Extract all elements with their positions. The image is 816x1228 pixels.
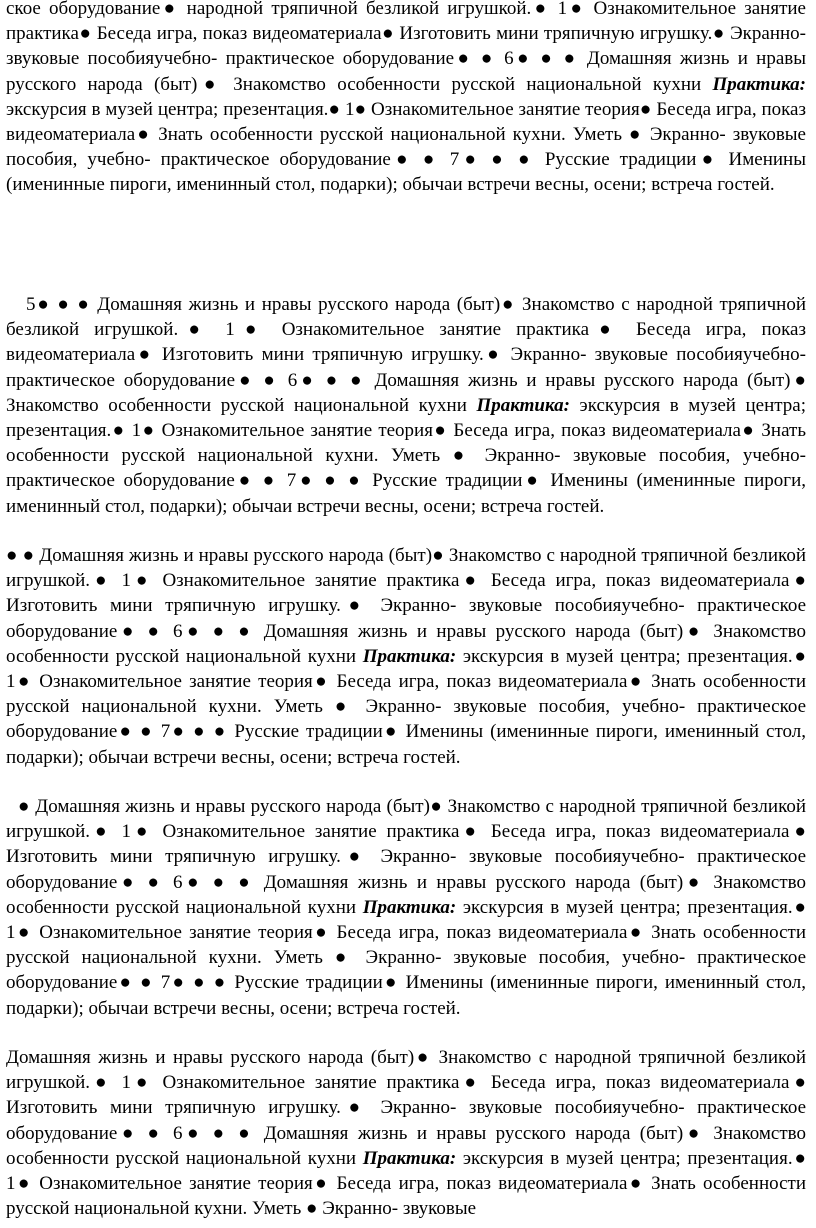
paragraph-5 (6, 1045, 806, 1221)
paragraph-1-emphasis: Практика: (712, 73, 806, 95)
paragraph-1-tail: экскурсия в музей центра; презентация.● 1● Ознакомительное занятие теория● Беседа игра, показ видеоматериала● Знать особенности русской национальной кухни. Уметь ● Экранно- звуковые пособия, учебно- практическое оборудование● ● 7● ● ● Русские традиции● Именины (именинные пироги, именинный стол, подарки); обычаи встречи весны, осени; встреча гостей. (6, 98, 806, 196)
paragraph-2 (6, 292, 806, 519)
paragraph-2-text: 5● ● ● Домашняя жизнь и нравы русского народа (быт)● Знакомство с народной тряпичной безликой игрушкой.● 1● Ознакомительное занятие практика● Беседа игра, показ видеоматериала● Изготовить мини тряпичную игрушку.● Экранно- звуковые пособияучебно- практическое оборудование● ● 6● ● ● Домашняя жизнь и нравы русского народа (быт)● Знакомство особенности русской национальной кухни (6, 294, 806, 416)
paragraph-5-text: Домашняя жизнь и нравы русского народа (быт)● Знакомство с народной тряпичной безликой игрушкой.● 1● Ознакомительное занятие практика● Беседа игра, показ видеоматериала● Изготовить мини тряпичную игрушку.● Экранно- звуковые пособияучебно- практическое оборудование● ● 6● ● ● Домашняя жизнь и нравы русского народа (быт)● Знакомство особенности русской национальной кухни (6, 1047, 806, 1169)
paragraph-2-emphasis: Практика: (476, 394, 570, 416)
paragraph-1-text: ское оборудование● народной тряпичной безликой игрушкой.● 1● Ознакомительное занятие практика● Беседа игра, показ видеоматериала● Изготовить мини тряпичную игрушку.● Экранно- звуковые пособияучебно- практическое оборудование● ● 6● ● ● Домашняя жизнь и нравы русского народа (быт)● Знакомство особенности русской национальной кухни (6, 0, 806, 95)
paragraph-5-emphasis: Практика: (362, 1147, 457, 1169)
paragraph-3 (6, 543, 806, 770)
paragraph-4-emphasis: Практика: (362, 896, 457, 918)
paragraph-5-tail: экскурсия в музей центра; презентация.● 1● Ознакомительное занятие теория● Беседа игра, показ видеоматериала● Знать особенности русской национальной кухни. Уметь ● Экранно- звуковые (6, 1147, 806, 1220)
paragraph-3-text: ● ● Домашняя жизнь и нравы русского народа (быт)● Знакомство с народной тряпичной безликой игрушкой.● 1● Ознакомительное занятие практика● Беседа игра, показ видеоматериала● Изготовить мини тряпичную игрушку.● Экранно- звуковые пособияучебно- практическое оборудование● ● 6● ● ● Домашняя жизнь и нравы русского народа (быт)● Знакомство особенности русской национальной кухни (6, 545, 806, 667)
paragraph-3-tail: экскурсия в музей центра; презентация.● 1● Ознакомительное занятие теория● Беседа игра, показ видеоматериала● Знать особенности русской национальной кухни. Уметь ● Экранно- звуковые пособия, учебно- практическое оборудование● ● 7● ● ● Русские традиции● Именины (именинные пироги, именинный стол, подарки); обычаи встречи весны, осени; встреча гостей. (6, 645, 806, 768)
paragraph-2-tail: экскурсия в музей центра; презентация.● 1● Ознакомительное занятие теория● Беседа игра, показ видеоматериала● Знать особенности русской национальной кухни. Уметь ● Экранно- звуковые пособия, учебно- практическое оборудование● ● 7● ● ● Русские традиции● Именины (именинные пироги, именинный стол, подарки); обычаи встречи весны, осени; встреча гостей. (6, 394, 806, 517)
paragraph-4-tail: экскурсия в музей центра; презентация.● 1● Ознакомительное занятие теория● Беседа игра, показ видеоматериала● Знать особенности русской национальной кухни. Уметь ● Экранно- звуковые пособия, учебно- практическое оборудование● ● 7● ● ● Русские традиции● Именины (именинные пироги, именинный стол, подарки); обычаи встречи весны, осени; встреча гостей. (6, 896, 806, 1019)
paragraph-1 (6, 0, 806, 198)
paragraph-4 (6, 794, 806, 1021)
paragraph-3-emphasis: Практика: (362, 645, 457, 667)
paragraph-4-text: ● Домашняя жизнь и нравы русского народа (быт)● Знакомство с народной тряпичной безликой игрушкой.● 1● Ознакомительное занятие практика● Беседа игра, показ видеоматериала● Изготовить мини тряпичную игрушку.● Экранно- звуковые пособияучебно- практическое оборудование● ● 6● ● ● Домашняя жизнь и нравы русского народа (быт)● Знакомство особенности русской национальной кухни (6, 796, 806, 918)
document-page (6, 0, 806, 1228)
